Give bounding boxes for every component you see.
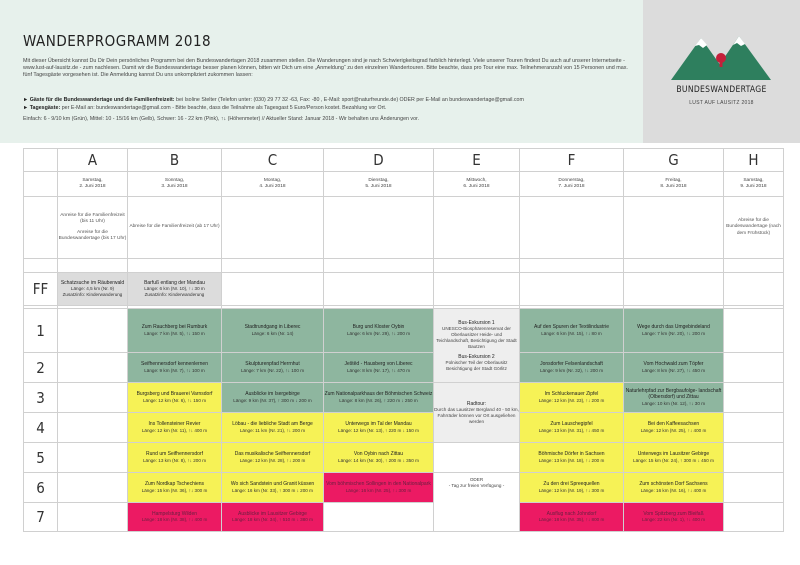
tour-3-f — [520, 383, 624, 413]
empty-cell — [324, 273, 434, 306]
column-d-letter: D — [324, 149, 434, 172]
tour-name: Unterwegs im Tal der Mandau — [345, 421, 412, 428]
tour-name: Vom böhmischen Sollingen in den Nationalpark — [326, 481, 431, 488]
tour-name: Böhmische Dörfer in Sachsen — [538, 451, 605, 458]
tour-extra: Zusatzinfo: Kinderwanderung — [144, 292, 205, 298]
note-a — [58, 197, 128, 259]
empty-cell — [724, 443, 784, 473]
weekday: Montag, — [263, 177, 282, 183]
date: 2. Juni 2018 — [79, 184, 106, 189]
tour-extra: Zusatzinfo: Kinderwanderung — [62, 292, 123, 298]
note-arrival-family: Anreise für die Familienfreizeit (bis 11 Uhr) — [60, 213, 125, 225]
empty-cell — [58, 413, 128, 443]
tour-details: Länge: 7 km (Nr. 5), ↑↓ 150 m — [144, 330, 205, 336]
column-h-letter: H — [724, 149, 784, 172]
mountain-logo-icon — [671, 32, 772, 82]
empty-cell — [724, 473, 784, 503]
tour-6-d — [324, 473, 434, 503]
tour-details: Länge: 12 km (Nr. 25), ↑↓ 400 m — [640, 427, 707, 433]
tour-name: Stadtrundgang in Liberec — [244, 324, 301, 331]
tour-name: Vom Hochwald zum Töpfer — [643, 361, 704, 368]
tour-name: Zum schönsten Dorf Sachsens — [639, 481, 708, 488]
tour-name: Bei den Kaffeesachsen — [647, 421, 700, 428]
tour-name: Zu den drei Spreequellen — [543, 481, 600, 488]
tour-details: Länge: 10 km (Nr. 12), ↑↓ 30 m — [641, 400, 706, 406]
column-c-letter: C — [222, 149, 324, 172]
tour-details: Länge: 9 km (Nr. 37), ↑ 300 m ↓ 200 m — [233, 397, 312, 403]
tour-details: Länge: 8 km (Nr. 27), ↑↓ 450 m — [641, 367, 706, 373]
date: 7. Juni 2018 — [558, 184, 585, 189]
bus-1-title: Bus-Exkursion 1 — [458, 319, 495, 326]
tour-6-f — [520, 473, 624, 503]
date: 5. Juni 2018 — [365, 184, 392, 189]
spacer-cell — [128, 259, 222, 273]
empty-cell — [58, 383, 128, 413]
tour-details: Länge: 18 km (Nr. 38), ↑↓ 400 m — [141, 517, 208, 522]
empty-cell — [724, 383, 784, 413]
column-f-letter: F — [520, 149, 624, 172]
day-header-h — [724, 172, 784, 197]
tour-details: Länge: 16 km (Nr. 25), ↑↓ 300 m — [345, 487, 412, 493]
logo-subtitle: LUST AUF LAUSITZ 2018 — [689, 100, 754, 106]
free-day-text: - Tag zur freien Verfügung - — [448, 483, 505, 488]
day-header-e — [434, 172, 520, 197]
tour-2-c — [222, 353, 324, 383]
tour-name: Naturlehrpfad zur Bergbaufolge- landschaft (Olbersdorf) und Zittau — [625, 388, 722, 401]
note-d — [324, 197, 434, 259]
tour-details: Länge: 18 km (Nr. 35), ↑↓ 800 m — [538, 517, 605, 522]
free-day-cell — [434, 473, 520, 532]
tour-4-f — [520, 413, 624, 443]
or-text: ODER — [469, 477, 484, 482]
tour-name: Skulpturenpfad Herrnhut — [245, 361, 300, 368]
tour-details: Länge: 16 km (Nr. 16), ↑↓ 400 m — [640, 487, 707, 493]
weekday: Samstag, — [82, 177, 103, 183]
tour-name: Zum Rauchberg bei Rumburk — [141, 324, 208, 331]
tour-2-f — [520, 353, 624, 383]
tour-5-f — [520, 443, 624, 473]
note-b: Abreise für die Familienfreizeit (ab 17 Uhr) — [128, 197, 222, 259]
tour-3-g — [624, 383, 724, 413]
empty-cell — [434, 443, 520, 473]
tour-details: Länge: 12 km (Nr. 23), ↑↓ 200 m — [538, 397, 605, 403]
row-label-6: 6 — [24, 473, 58, 503]
date: 8. Juni 2018 — [660, 184, 687, 189]
weekday: Samstag, — [743, 177, 764, 183]
tour-name: Burgsberg und Brauerei Varnsdorf — [136, 391, 213, 398]
day-corner-cell — [24, 172, 58, 197]
tour-name: Jonsdorfer Felsenlandschaft — [540, 361, 603, 368]
tour-details: Länge: 6 km (Nr. 15), ↑↓ 80 m — [541, 330, 602, 336]
weekday: Freitag, — [665, 177, 682, 183]
tour-1-f — [520, 309, 624, 353]
spacer-cell — [624, 259, 724, 273]
tour-details: Länge: 13 km (Nr. 8), ↑↓ 200 m — [142, 457, 207, 463]
tour-details: Länge: 8 km (Nr. 17), ↑↓ 470 m — [346, 367, 411, 373]
bus-2-text: Polnischer Teil der Oberlausitz Besichtigung der Stadt Görlitz — [445, 359, 508, 371]
spacer-cell — [724, 259, 784, 273]
logo-title: BUNDESWANDERTAGE — [676, 85, 767, 95]
tour-details: Länge: 15 km (Nr. 36), ↑↓ 300 m — [141, 487, 208, 493]
column-g-letter: G — [624, 149, 724, 172]
bike-tour-title: Radtour: — [466, 400, 487, 407]
tour-name: Unterwegs im Lausitzer Gebirge — [637, 451, 710, 458]
row-label-7: 7 — [24, 503, 58, 532]
tour-details: Länge: 12 km (Nr. 6), ↑↓ 150 m — [142, 397, 207, 403]
tour-6-c — [222, 473, 324, 503]
bus-excursions-cell — [434, 309, 520, 383]
empty-cell — [58, 309, 128, 353]
tour-details: Länge: 6 km (Nr. 14) — [251, 330, 294, 336]
tour-details: Länge: 13 km (Nr. 31), ↑↓ 450 m — [538, 427, 605, 433]
tour-6-g — [624, 473, 724, 503]
day-header-c — [222, 172, 324, 197]
column-e-letter: E — [434, 149, 520, 172]
bike-tour-cell — [434, 383, 520, 443]
tour-name: Wo sich Sandstein und Granit küssen — [230, 481, 315, 488]
tour-5-d — [324, 443, 434, 473]
tour-name: Löbau - die liebliche Stadt am Berge — [232, 421, 313, 428]
empty-cell — [58, 443, 128, 473]
note-e — [434, 197, 520, 259]
row-label-4: 4 — [24, 413, 58, 443]
tour-7-b — [128, 503, 222, 532]
tour-name: Hampelsturg Wilden — [151, 510, 198, 517]
tour-details: Länge: 11 km (Nr. 21), ↑↓ 200 m — [239, 427, 306, 433]
spacer-cell — [434, 259, 520, 273]
tour-name: Burg und Kloster Oybin — [352, 324, 405, 331]
row-label-5: 5 — [24, 443, 58, 473]
tour-7-c — [222, 503, 324, 532]
column-a-letter: A — [58, 149, 128, 172]
date: 3. Juni 2018 — [161, 184, 188, 189]
empty-cell — [324, 503, 434, 532]
tour-name: Zum Nationalparkhaus der Böhmischen Schweiz — [324, 391, 433, 398]
date: 6. Juni 2018 — [463, 184, 490, 189]
empty-cell — [58, 473, 128, 503]
note-arrival-main: Anreise für die Bundeswandertage (bis 17 Uhr) — [58, 229, 127, 241]
spacer-cell — [324, 259, 434, 273]
tour-name: Ausflug nach Johndorf — [546, 510, 597, 517]
tour-name: Ausblicke im Isergebirge — [245, 391, 300, 398]
tour-7-g — [624, 503, 724, 532]
date: 4. Juni 2018 — [259, 184, 286, 189]
tour-name: Ins Tollensteiner Revier — [148, 421, 201, 428]
guests-label: ► Gäste für die Bundeswandertage und die Familienfreizeit: — [23, 97, 175, 103]
day-guests-text: per E-Mail an: bundeswandertage@gmail.com - Bitte beachte, dass die Teilnahme als Tagesgast 5 Euro/Person kostet. Bezahlung vor Ort. — [60, 105, 387, 111]
weekday: Mittwoch, — [466, 177, 487, 183]
tour-name: Rund um Seifhennersdorf — [146, 451, 203, 458]
day-guests-label: ► Tagesgäste: — [23, 105, 61, 111]
bus-2-title: Bus-Exkursion 2 — [458, 353, 495, 360]
tour-details: Länge: 7 km (Nr. 22), ↑↓ 100 m — [240, 367, 305, 373]
note-f — [520, 197, 624, 259]
page-title: WANDERPROGRAMM 2018 — [23, 32, 212, 50]
empty-cell — [434, 273, 520, 306]
tour-details: Länge: 9 km (Nr. 32), ↑↓ 200 m — [539, 367, 604, 373]
tour-2-b — [128, 353, 222, 383]
tour-5-b — [128, 443, 222, 473]
tour-name: Von Oybin nach Zittau — [353, 451, 404, 458]
tour-name: Barfuß entlang der Mandau — [144, 279, 205, 286]
note-c — [222, 197, 324, 259]
weekday: Sonntag, — [164, 177, 185, 183]
tour-2-g — [624, 353, 724, 383]
tour-details: Länge: 6 km (Nr. 29), ↑↓ 200 m — [346, 330, 411, 336]
day-header-g — [624, 172, 724, 197]
empty-cell — [520, 273, 624, 306]
guests-info — [23, 97, 524, 103]
empty-cell — [724, 309, 784, 353]
tour-details: Länge: 9 km (Nr. 7), ↑↓ 100 m — [144, 367, 205, 373]
empty-cell — [58, 503, 128, 532]
tour-4-b — [128, 413, 222, 443]
tour-name: Ještěd - Hausberg von Liberec — [344, 361, 413, 368]
tour-1-b — [128, 309, 222, 353]
date: 9. Juni 2018 — [740, 184, 767, 189]
weekday: Donnerstag, — [558, 177, 585, 183]
tour-name: Vom Spitzberg zum Bleifaß — [643, 510, 704, 517]
intro-text: Mit dieser Übersicht kannst Du Dir Dein persönliches Programm bei den Bundeswandertagen 2018 zusammen stellen. Die Wanderungen sind je nach Schwierigkeitsgrad farblich hinterlegt. Viele unserer Touren findest Du auch auf unserer Internetseite - www.lust-auf-lausitz.de - zum nachlesen. Damit wir die Bundeswandertage besser planen können, bitten wir Dich um eine „Anmeldung“ zu den einzelnen Wandertouren. Bitte beachte, dass pro Tour eine max. Teilnehmeranzahl von 15 Personen und max. fünf Tagesgäste vorgesehen ist. Die Anmeldung kannst Du uns unkompliziert zukommen lassen: — [23, 58, 628, 79]
tour-4-d — [324, 413, 434, 443]
tour-details: Länge: 12 km (Nr. 11), ↑↓ 400 m — [141, 427, 208, 433]
tour-6-b — [128, 473, 222, 503]
tour-details: Länge: 18 km (Nr. 34), ↑ 510 m ↓ 380 m — [232, 517, 313, 522]
program-grid — [23, 148, 784, 532]
tour-name: Zum Lauschegipfel — [550, 421, 593, 428]
tour-details: Länge: 13 km (Nr. 18), ↑↓ 200 m — [538, 457, 605, 463]
weekday: Dienstag, — [368, 177, 389, 183]
tour-3-c — [222, 383, 324, 413]
tour-1-c — [222, 309, 324, 353]
tour-4-c — [222, 413, 324, 443]
spacer-cell — [58, 259, 128, 273]
spacer-cell — [222, 259, 324, 273]
tour-details: Länge: 4,5 km (Nr. 9) — [70, 285, 115, 291]
note-h: Abreise für die Bundeswandertage (nach dem Frühstück) — [724, 197, 784, 259]
tour-1-d — [324, 309, 434, 353]
day-header-d — [324, 172, 434, 197]
empty-cell — [222, 273, 324, 306]
empty-cell — [724, 503, 784, 532]
column-b-letter: B — [128, 149, 222, 172]
day-header-a — [58, 172, 128, 197]
tour-ff-b — [128, 273, 222, 306]
tour-3-d — [324, 383, 434, 413]
bike-tour-text: Durch das Lausitzer Bergland 40 - 50 km, Fahrräder können vor Ort ausgeliehen werden — [434, 406, 519, 424]
tour-details: Länge: 16 km (Nr. 33), ↑ 300 m ↓ 200 m — [232, 487, 313, 493]
row-label-1: 1 — [24, 309, 58, 353]
empty-cell — [58, 353, 128, 383]
row-label-2: 2 — [24, 353, 58, 383]
spacer-cell — [24, 259, 58, 273]
tour-details: Länge: 7 km (Nr. 20), ↑↓ 200 m — [641, 330, 706, 336]
empty-cell — [724, 353, 784, 383]
corner-cell — [24, 149, 58, 172]
tour-name: Schatzsuche im Räuberwald — [60, 279, 125, 286]
row-label-3: 3 — [24, 383, 58, 413]
empty-cell — [724, 273, 784, 306]
tour-name: Auf den Spuren der Textilindustrie — [534, 324, 609, 331]
tour-details: Länge: 12 km (Nr. 19), ↑↓ 300 m — [538, 487, 605, 493]
tour-5-g — [624, 443, 724, 473]
day-guests-info — [23, 105, 386, 111]
row-label-ff: FF — [24, 273, 58, 306]
tour-name: Wege durch das Umgebindeland — [637, 324, 710, 331]
note-g — [624, 197, 724, 259]
note-corner-cell — [24, 197, 58, 259]
tour-details: Länge: 8 km (Nr. 26), ↑ 220 m ↓ 250 m — [339, 397, 418, 403]
empty-cell — [724, 413, 784, 443]
tour-details: Länge: 15 km (Nr. 24), ↑ 300 m ↓ 450 m — [633, 457, 714, 463]
tour-name: Im Schluckenauer Zipfel — [544, 391, 599, 398]
tour-1-g — [624, 309, 724, 353]
tour-details: Länge: 22 km (Nr. 1), ↑↓ 400 m — [641, 517, 706, 522]
tour-details: Länge: 12 km (Nr. 28), ↑↓ 200 m — [239, 457, 306, 463]
guests-text: bei Isoline Stelter (Telefon unter: (030) 29 77 32 -63, Fax: -80 , E-Mail: sport@naturfreunde.de) ODER per E-Mail an bundeswandertage@gmail.com — [174, 97, 524, 103]
tour-name: Ausblicke im Lausitzer Gebirge — [238, 510, 307, 517]
tour-details: Länge: 12 km (Nr. 13), ↑ 220 m ↓ 150 m — [338, 427, 419, 433]
empty-cell — [624, 273, 724, 306]
tour-2-d — [324, 353, 434, 383]
tour-details: Länge: 14 km (Nr. 30), ↑ 200 m ↓ 350 m — [338, 457, 419, 463]
tour-7-f — [520, 503, 624, 532]
day-header-b — [128, 172, 222, 197]
tour-5-c — [222, 443, 324, 473]
tour-details: Länge: 6 km (Nr. 10), ↑↓ 30 m — [144, 285, 205, 291]
day-header-f — [520, 172, 624, 197]
spacer-cell — [520, 259, 624, 273]
tour-ff-a — [58, 273, 128, 306]
bus-1-text: UNESCO-Biosphärenreservat der Oberlausitzer Heide- und Teichlandschaft, Besichtigung der Stadt Bautzen — [436, 325, 517, 349]
tour-name: Seifhennersdorf kennenlernen — [141, 361, 208, 368]
tour-name: Das musikalische Seifhennersdorf — [234, 451, 311, 458]
tour-name: Zum Nordkap Tschechiens — [144, 481, 205, 488]
legend-text: Einfach: 6 - 9/10 km (Grün), Mittel: 10 - 15/16 km (Gelb), Schwer: 16 - 22 km (Pink), ↑↓ (Höhenmeter) // Aktueller Stand: Januar 2018 - Wir behalten uns Änderungen vor. — [23, 116, 419, 122]
tour-4-g — [624, 413, 724, 443]
tour-3-b — [128, 383, 222, 413]
